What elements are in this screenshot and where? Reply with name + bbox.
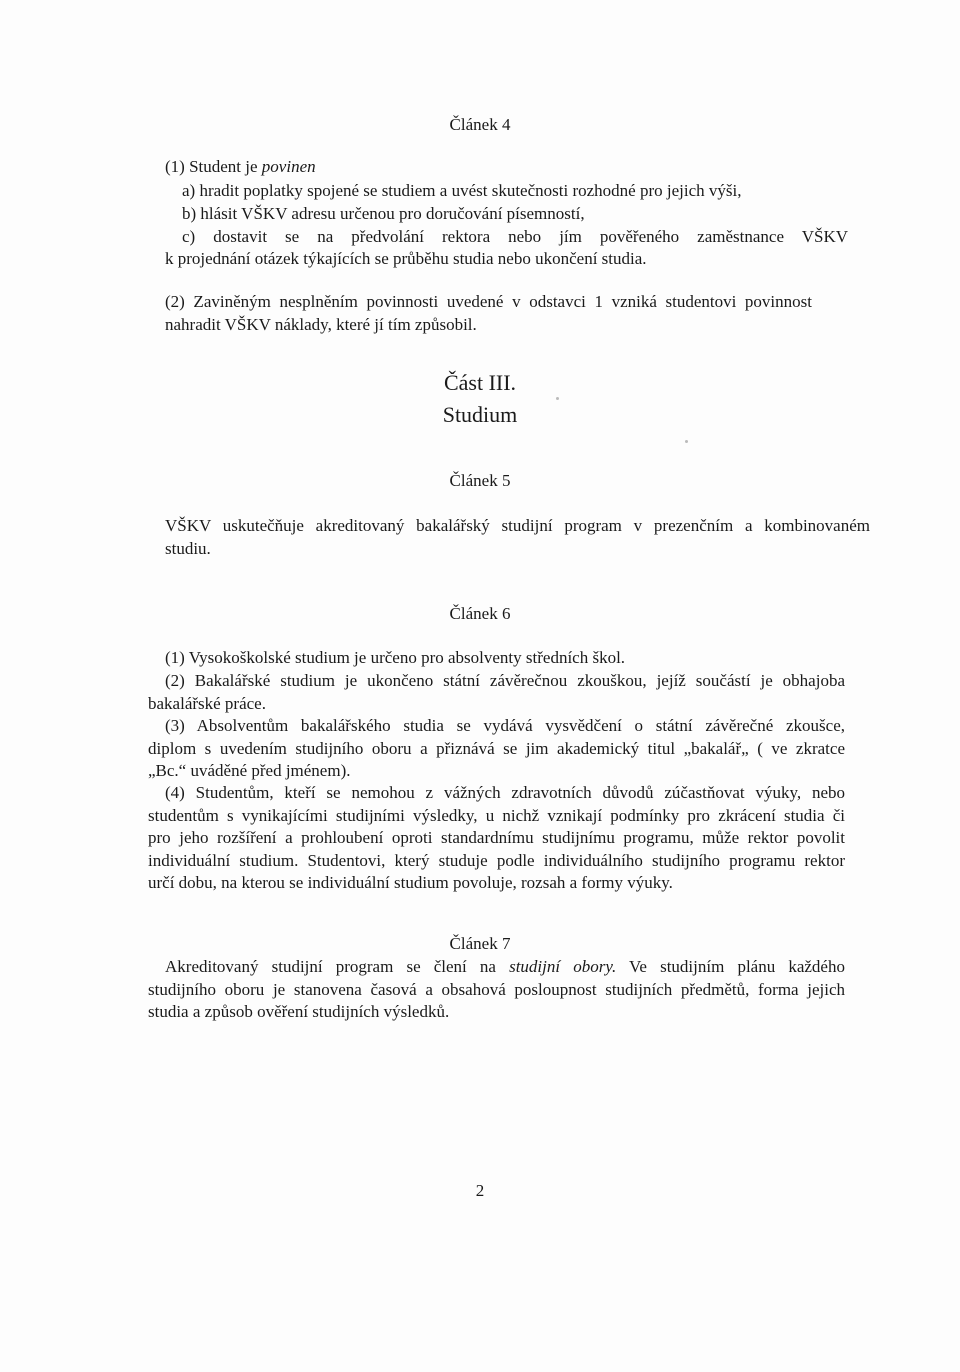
article-5-heading: Článek 5	[449, 471, 511, 490]
part-3-heading: Část III.	[443, 370, 517, 395]
article-7-heading: Článek 7	[449, 934, 511, 953]
article-7-line-1	[165, 956, 845, 978]
article-6-line: určí dobu, na kterou se individuální studium povoluje, rozsah a formy výuky.	[148, 873, 673, 892]
article-4-paragraph-2-line-1: (2) Zaviněným nesplněním povinnosti uvedené v odstavci 1 vzniká studentovi povinnost	[165, 292, 812, 311]
article-4-item-c-line-2: k projednání otázek týkajících se průběhu studia nebo ukončení studia.	[165, 249, 647, 268]
article-6-line: diplom s uvedením studijního oboru a přiznává se jim akademický titul „bakalář„ ( ve zkratce	[148, 739, 845, 758]
article-7-line-2: studijního oboru je stanovena časová a obsahová posloupnost studijních předmětů, forma jejich	[148, 980, 845, 999]
scan-speck	[556, 397, 559, 400]
article-6-line: (4) Studentům, kteří se nemohou z vážných zdravotních důvodů zúčastňovat výuky, nebo	[165, 783, 845, 802]
article-6-line: individuální studium. Studentovi, který studuje podle individuálního studijního programu rektor	[148, 851, 845, 870]
article-6-line: (2) Bakalářské studium je ukončeno státní závěrečnou zkouškou, jejíž součástí je obhajoba	[165, 671, 845, 690]
scan-speck	[685, 440, 688, 443]
article-4-paragraph-1-intro	[165, 156, 316, 178]
article-6-line: (1) Vysokoškolské studium je určeno pro absolventy středních škol.	[165, 648, 626, 667]
intro-text: (1) Student je	[165, 157, 262, 176]
article-6-line: (3) Absolventům bakalářského studia se vydává vysvědčení o státní závěrečné zkoušce,	[165, 716, 845, 735]
article-7-line-1-text: Akreditovaný studijní program se člení na	[165, 957, 510, 976]
article-4-item-b: b) hlásit VŠKV adresu určenou pro doručování písemností,	[182, 204, 585, 223]
article-6-line: studentům s vynikajícími studijními výsledky, u nichž vznikají podmínky pro zkrácení studia či	[148, 806, 845, 825]
article-4-paragraph-2-line-2: nahradit VŠKV náklady, které jí tím způsobil.	[165, 315, 477, 334]
article-6-heading: Článek 6	[449, 604, 511, 623]
article-6-line: „Bc.“ uváděné před jménem).	[148, 761, 351, 780]
article-5-line-1: VŠKV uskutečňuje akreditovaný bakalářský studijní program v prezenčním a kombinovaném	[165, 516, 870, 535]
article-7-line-3: studia a způsob ověření studijních výsledků.	[148, 1002, 450, 1021]
article-7-line-1-suffix: Ve studijním plánu každého	[616, 957, 845, 976]
intro-emphasis: povinen	[261, 157, 316, 176]
article-4-item-c-line-1: c) dostavit se na předvolání rektora nebo jím pověřeného zaměstnance VŠKV	[182, 227, 848, 246]
part-3-subheading: Studium	[442, 402, 518, 427]
page-number: 2	[475, 1181, 485, 1200]
article-7-emphasis: studijní obory.	[509, 957, 617, 976]
article-6-line: bakalářské práce.	[148, 694, 266, 713]
article-4-heading: Článek 4	[449, 115, 511, 134]
article-5-line-2: studiu.	[165, 539, 211, 558]
article-4-item-a: a) hradit poplatky spojené se studiem a uvést skutečnosti rozhodné pro jejich výši,	[182, 181, 742, 200]
article-6-line: pro jeho rozšíření a prohloubení oproti standardnímu studijnímu programu, může rektor povolit	[148, 828, 845, 847]
